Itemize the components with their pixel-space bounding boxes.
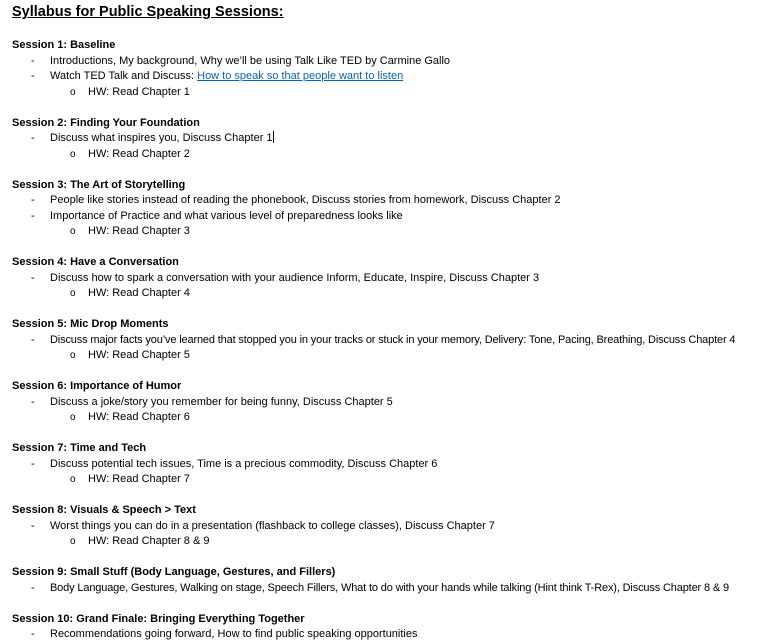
bullet-item <box>12 519 758 535</box>
session-9 <box>12 565 758 596</box>
circle-bullet-icon: o <box>70 226 76 237</box>
session-heading: Session 3: The Art of Storytelling <box>12 178 186 191</box>
bullet-text: Introductions, My background, Why we’ll be using Talk Like TED by Carmine Gallo <box>50 54 451 67</box>
homework-text: HW: Read Chapter 6 <box>88 411 190 423</box>
bullet-item <box>12 69 758 85</box>
session-heading: Session 2: Finding Your Foundation <box>12 116 200 129</box>
homework-item <box>12 85 758 101</box>
session-1 <box>12 38 758 100</box>
session-3 <box>12 178 758 240</box>
circle-bullet-icon: o <box>70 474 76 485</box>
homework-text: HW: Read Chapter 8 & 9 <box>88 535 210 547</box>
bullet-item <box>12 333 758 349</box>
session-6 <box>12 379 758 426</box>
homework-item <box>12 286 758 302</box>
homework-text: HW: Read Chapter 3 <box>88 225 190 237</box>
bullet-text: Body Language, Gestures, Walking on stage, Speech Fillers, What to do with your hands while talking (Hint think T-Rex), Discuss Chapter 8 & 9 <box>50 581 729 594</box>
bullet-text: Importance of Practice and what various level of preparedness looks like <box>50 209 403 222</box>
session-5 <box>12 317 758 364</box>
session-heading: Session 6: Importance of Humor <box>12 380 182 392</box>
dash-bullet-icon: - <box>31 54 35 67</box>
bullet-text: People like stories instead of reading the phonebook, Discuss stories from homework, Discuss Chapter 2 <box>50 194 561 206</box>
homework-text: HW: Read Chapter 2 <box>88 147 190 160</box>
session-heading: Session 10: Grand Finale: Bringing Everything Together <box>12 612 305 625</box>
circle-bullet-icon: o <box>70 350 76 361</box>
bullet-text: Recommendations going forward, How to find public speaking opportunities <box>50 628 418 640</box>
bullet-text: Discuss how to spark a conversation with your audience Inform, Educate, Inspire, Discuss Chapter 3 <box>50 271 540 284</box>
session-heading: Session 4: Have a Conversation <box>12 256 179 268</box>
dash-bullet-icon: - <box>31 457 35 470</box>
session-heading: Session 7: Time and Tech <box>12 442 147 454</box>
dash-bullet-icon: - <box>31 132 35 144</box>
dash-bullet-icon: - <box>31 581 35 594</box>
session-7 <box>12 441 758 488</box>
homework-item <box>12 147 758 163</box>
homework-text: HW: Read Chapter 7 <box>88 473 190 485</box>
session-4 <box>12 255 758 302</box>
dash-bullet-icon: - <box>31 194 35 206</box>
bullet-item <box>12 131 758 147</box>
circle-bullet-icon: o <box>70 288 76 299</box>
bullet-item <box>12 395 758 411</box>
bullet-item <box>12 209 758 225</box>
homework-item <box>12 410 758 426</box>
homework-text: HW: Read Chapter 5 <box>88 349 190 361</box>
dash-bullet-icon: - <box>31 519 35 532</box>
dash-bullet-icon: - <box>31 70 35 82</box>
bullet-text: Worst things you can do in a presentation (flashback to college classes), Discuss Chapter 7 <box>50 519 495 532</box>
homework-item <box>12 534 758 550</box>
circle-bullet-icon: o <box>70 86 76 98</box>
session-10 <box>12 612 758 643</box>
bullet-item <box>12 54 758 70</box>
homework-item <box>12 224 758 240</box>
homework-item <box>12 472 758 488</box>
dash-bullet-icon: - <box>31 333 35 346</box>
bullet-item <box>12 457 758 473</box>
dash-bullet-icon: - <box>31 628 35 640</box>
bullet-text: Discuss a joke/story you remember for being funny, Discuss Chapter 5 <box>50 395 393 408</box>
bullet-text: Watch TED Talk and Discuss: <box>50 70 198 82</box>
session-heading: Session 1: Baseline <box>12 39 116 51</box>
bullet-text: Discuss potential tech issues, Time is a precious commodity, Discuss Chapter 6 <box>50 457 438 470</box>
dash-bullet-icon: - <box>31 209 35 222</box>
bullet-item <box>12 193 758 209</box>
circle-bullet-icon: o <box>70 536 76 547</box>
bullet-item <box>12 581 758 597</box>
ted-talk-link[interactable]: How to speak so that people want to listen <box>197 70 404 82</box>
dash-bullet-icon: - <box>31 395 35 408</box>
session-heading: Session 9: Small Stuff (Body Language, Gestures, and Fillers) <box>12 566 336 578</box>
homework-item <box>12 348 758 364</box>
homework-text: HW: Read Chapter 4 <box>88 287 190 299</box>
circle-bullet-icon: o <box>70 412 76 423</box>
bullet-item <box>12 627 758 643</box>
circle-bullet-icon: o <box>70 148 76 160</box>
homework-text: HW: Read Chapter 1 <box>88 85 190 98</box>
bullet-text: Discuss major facts you’ve learned that stopped you in your tracks or stuck in your memory, Delivery: Tone, Pacing, Breathing, Discuss Chapter 4 <box>50 333 736 346</box>
session-8 <box>12 503 758 550</box>
session-2 <box>12 116 758 163</box>
dash-bullet-icon: - <box>31 271 35 284</box>
text-cursor <box>273 131 274 143</box>
bullet-item <box>12 271 758 287</box>
bullet-text: Discuss what inspires you, Discuss Chapter 1 <box>50 132 273 144</box>
session-heading: Session 8: Visuals & Speech > Text <box>12 504 196 516</box>
session-heading: Session 5: Mic Drop Moments <box>12 318 169 330</box>
document-title: Syllabus for Public Speaking Sessions: <box>12 4 284 20</box>
